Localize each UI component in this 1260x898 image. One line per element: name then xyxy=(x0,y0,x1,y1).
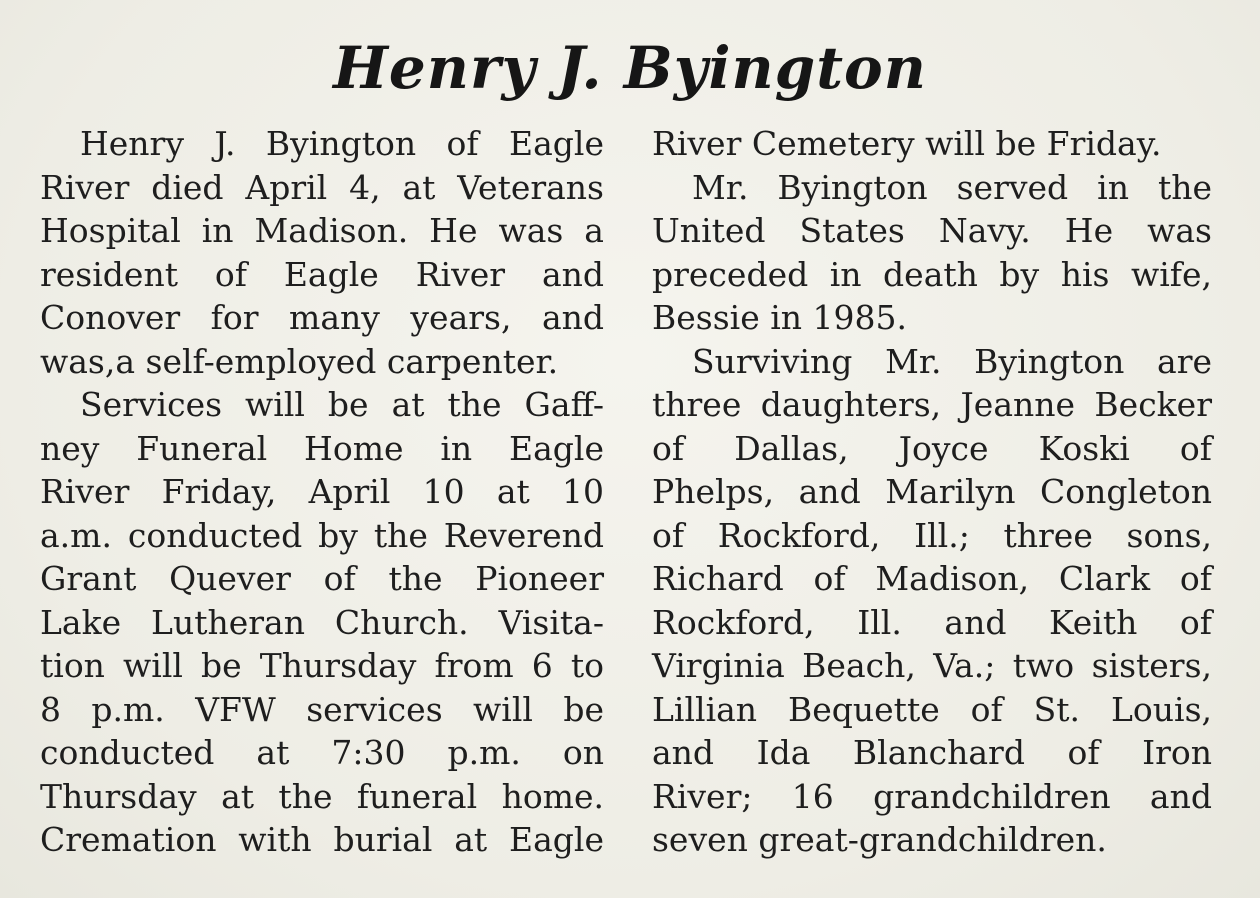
text-line: a.m. conducted by the Reverend xyxy=(40,515,604,555)
obituary-column-left xyxy=(40,122,604,862)
text-line: Rockford, Ill. and Keith of xyxy=(652,602,1212,642)
text-line: seven great-grandchildren. xyxy=(652,820,1107,859)
text-line: Grant Quever of the Pioneer xyxy=(40,559,604,598)
obituary-column-right xyxy=(652,122,1212,862)
text-line: three daughters, Jeanne Becker xyxy=(652,385,1212,424)
text-line: conducted at 7:30 p.m. on xyxy=(40,733,604,772)
text-line: Lake Lutheran Church. Visita- xyxy=(40,602,604,642)
text-line: River Cemetery will be Friday. xyxy=(652,124,1162,163)
text-line: Conover for many years, and xyxy=(40,298,604,337)
text-line: tion will be Thursday from 6 to xyxy=(40,646,604,685)
text-line: of Rockford, Ill.; three sons, xyxy=(652,515,1212,555)
text-line: River; 16 grandchildren and xyxy=(652,776,1212,816)
text-line: Virginia Beach, Va.; two sisters, xyxy=(652,646,1212,685)
text-line: ney Funeral Home in Eagle xyxy=(40,428,604,468)
text-line: resident of Eagle River and xyxy=(40,254,604,294)
text-line: Henry J. Byington of Eagle xyxy=(80,124,604,163)
text-line: River died April 4, at Veterans xyxy=(40,167,604,207)
text-line: Hospital in Madison. He was a xyxy=(40,211,604,250)
text-line: United States Navy. He was xyxy=(652,211,1212,250)
text-line: Bessie in 1985. xyxy=(652,298,907,337)
text-line: preceded in death by his wife, xyxy=(652,254,1212,294)
text-line: Services will be at the Gaff- xyxy=(80,385,604,424)
text-line: Lillian Bequette of St. Louis, xyxy=(652,689,1212,729)
text-line: Surviving Mr. Byington are xyxy=(692,341,1212,381)
text-line: was,a self-employed carpenter. xyxy=(40,341,559,381)
text-line: Thursday at the funeral home. xyxy=(40,776,604,816)
text-line: Phelps, and Marilyn Congleton xyxy=(652,472,1212,511)
text-line: River Friday, April 10 at 10 xyxy=(40,472,604,511)
text-line: Cremation with burial at Eagle xyxy=(40,820,604,859)
obituary-headline: Henry J. Byington xyxy=(333,34,927,102)
text-line: Richard of Madison, Clark of xyxy=(652,559,1212,598)
text-line: 8 p.m. VFW services will be xyxy=(40,689,604,729)
text-line: Mr. Byington served in the xyxy=(692,167,1212,207)
text-line: of Dallas, Joyce Koski of xyxy=(652,428,1212,468)
text-line: and Ida Blanchard of Iron xyxy=(652,733,1212,772)
